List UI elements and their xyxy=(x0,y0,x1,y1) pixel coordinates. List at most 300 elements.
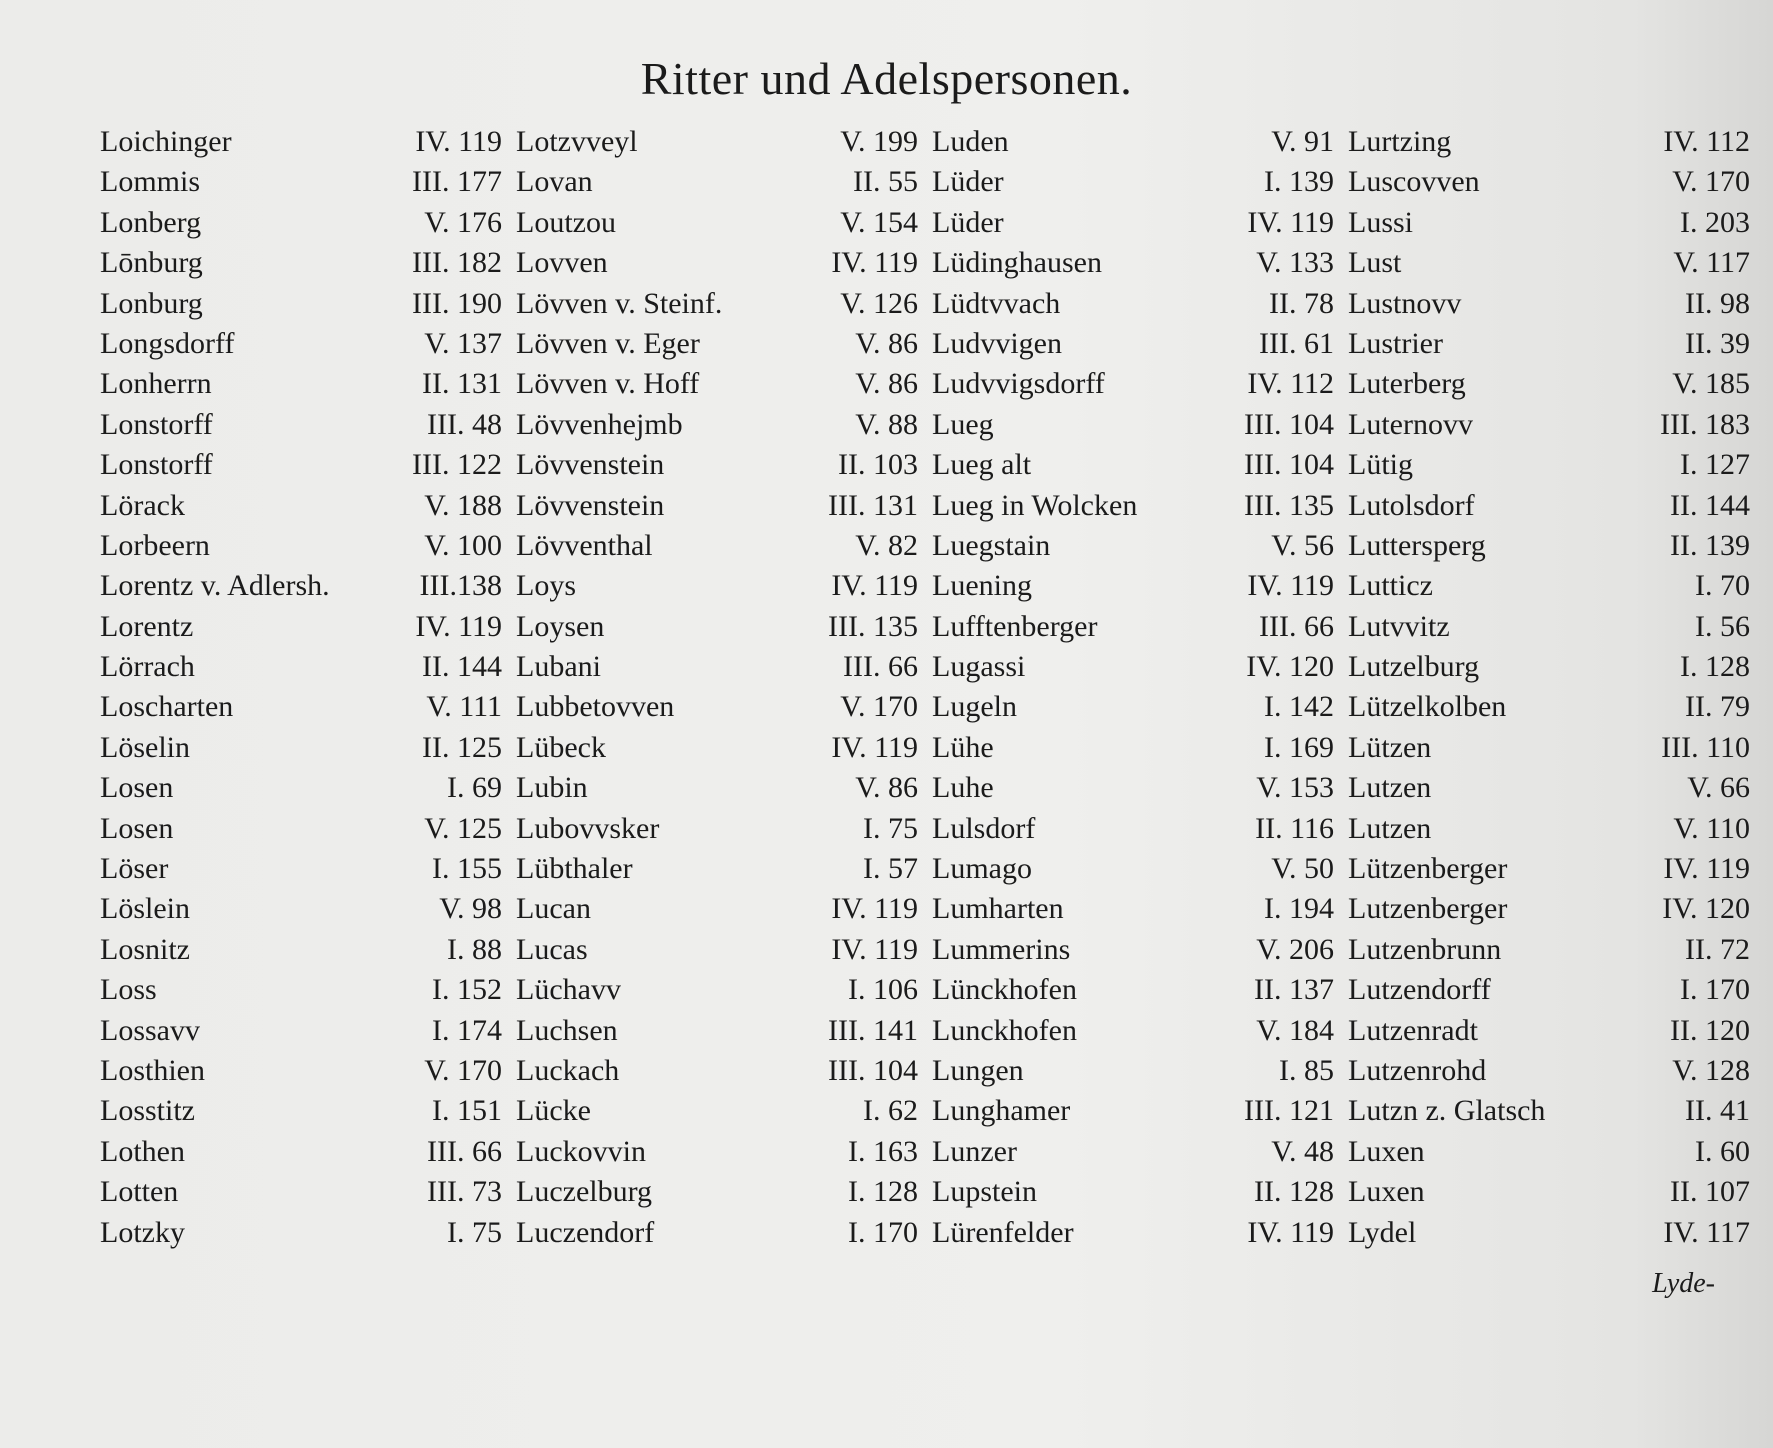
entry-reference: IV. 119 xyxy=(415,609,502,643)
entry-name: Löslein xyxy=(100,892,190,926)
index-entry xyxy=(100,1051,516,1091)
entry-reference: V. 117 xyxy=(1673,246,1750,280)
entry-name: Lutzelburg xyxy=(1348,650,1480,684)
entry-name: Lücke xyxy=(516,1094,591,1128)
index-entry xyxy=(1348,566,1764,606)
index-entry xyxy=(100,1172,516,1212)
index-entry xyxy=(1348,526,1764,566)
entry-reference: II. 120 xyxy=(1670,1013,1750,1047)
entry-name: Lünckhofen xyxy=(932,973,1077,1007)
entry-reference: III. 135 xyxy=(1244,488,1334,522)
index-entry xyxy=(1348,364,1764,404)
index-entry xyxy=(516,162,932,202)
index-entry xyxy=(516,526,932,566)
index-entry xyxy=(1348,486,1764,526)
entry-reference: III. 131 xyxy=(828,488,918,522)
index-entry xyxy=(516,1172,932,1212)
entry-reference: III. 122 xyxy=(412,448,502,482)
entry-name: Lövvenstein xyxy=(516,448,665,482)
entry-name: Lotzvveyl xyxy=(516,125,638,158)
entry-reference: II. 125 xyxy=(422,730,502,764)
index-entry xyxy=(100,607,516,647)
entry-reference: IV. 119 xyxy=(831,730,918,764)
entry-reference: III. 66 xyxy=(843,650,918,684)
index-entry xyxy=(516,243,932,283)
entry-name: Luegstain xyxy=(932,528,1051,562)
entry-name: Lonburg xyxy=(100,286,203,320)
entry-reference: IV. 119 xyxy=(831,892,918,926)
index-entry xyxy=(516,607,932,647)
entry-name: Lonstorff xyxy=(100,407,213,441)
entry-name: Lübthaler xyxy=(516,852,633,886)
index-entry xyxy=(932,324,1348,364)
entry-name: Lutzenbrunn xyxy=(1348,932,1502,966)
index-entry xyxy=(100,162,516,202)
entry-name: Losthien xyxy=(100,1053,205,1087)
entry-reference: V. 184 xyxy=(1256,1013,1334,1047)
entry-name: Luxen xyxy=(1348,1134,1425,1168)
index-entry xyxy=(100,1132,516,1172)
entry-reference: II. 107 xyxy=(1670,1175,1750,1209)
entry-reference: V. 199 xyxy=(840,125,918,158)
index-entry xyxy=(932,728,1348,768)
entry-reference: V. 82 xyxy=(855,528,918,562)
entry-reference: IV. 120 xyxy=(1246,650,1334,684)
entry-name: Losen xyxy=(100,811,174,845)
index-entry xyxy=(516,849,932,889)
index-entry xyxy=(516,930,932,970)
entry-reference: I. 88 xyxy=(447,932,502,966)
entry-reference: V. 86 xyxy=(855,771,918,805)
index-entry xyxy=(100,809,516,849)
entry-reference: IV. 120 xyxy=(1662,892,1750,926)
entry-name: Lucas xyxy=(516,932,588,966)
index-entry xyxy=(932,526,1348,566)
entry-name: Lutticz xyxy=(1348,569,1433,603)
entry-reference: V. 137 xyxy=(424,326,502,360)
entry-reference: I. 139 xyxy=(1264,165,1334,199)
entry-name: Lutolsdorf xyxy=(1348,488,1475,522)
index-entry xyxy=(516,445,932,485)
entry-reference: V. 48 xyxy=(1271,1134,1334,1168)
index-entry xyxy=(100,526,516,566)
entry-name: Luternovv xyxy=(1348,407,1473,441)
index-entry xyxy=(100,445,516,485)
entry-name: Lubovvsker xyxy=(516,811,660,845)
index-entry xyxy=(100,364,516,404)
entry-name: Lucan xyxy=(516,892,591,926)
entry-reference: V. 185 xyxy=(1672,367,1750,401)
index-entry xyxy=(516,1213,932,1253)
entry-reference: III. 183 xyxy=(1660,407,1750,441)
index-entry xyxy=(516,687,932,727)
index-entry xyxy=(1348,445,1764,485)
entry-reference: V. 91 xyxy=(1271,125,1334,158)
entry-reference: V. 176 xyxy=(424,205,502,239)
index-entry xyxy=(516,284,932,324)
entry-reference: II. 79 xyxy=(1685,690,1750,724)
entry-name: Lübeck xyxy=(516,730,606,764)
entry-name: Luening xyxy=(932,569,1032,603)
index-entry xyxy=(932,889,1348,929)
entry-name: Luscovven xyxy=(1348,165,1480,199)
index-column-4 xyxy=(1348,122,1764,1253)
index-entry xyxy=(516,970,932,1010)
entry-name: Lutzenberger xyxy=(1348,892,1508,926)
entry-name: Loscharten xyxy=(100,690,234,724)
entry-reference: I. 69 xyxy=(447,771,502,805)
entry-name: Luhe xyxy=(932,771,994,805)
entry-name: Lutzendorff xyxy=(1348,973,1491,1007)
index-entry xyxy=(932,284,1348,324)
entry-reference: I. 151 xyxy=(432,1094,502,1128)
entry-reference: V. 86 xyxy=(855,326,918,360)
index-entry xyxy=(100,284,516,324)
entry-reference: IV. 112 xyxy=(1663,125,1750,158)
index-entry xyxy=(100,1213,516,1253)
entry-name: Lothen xyxy=(100,1134,185,1168)
entry-name: Lumharten xyxy=(932,892,1064,926)
index-entry xyxy=(100,647,516,687)
entry-reference: V. 206 xyxy=(1256,932,1334,966)
entry-reference: I. 106 xyxy=(848,973,918,1007)
index-entry xyxy=(516,1051,932,1091)
index-entry xyxy=(516,768,932,808)
entry-name: Lueg in Wolcken xyxy=(932,488,1138,522)
entry-reference: III. 110 xyxy=(1661,730,1750,764)
entry-name: Luchsen xyxy=(516,1013,618,1047)
index-entry xyxy=(1348,647,1764,687)
index-entry xyxy=(100,687,516,727)
entry-name: Lonberg xyxy=(100,205,202,239)
index-entry xyxy=(932,1132,1348,1172)
page-title: Ritter und Adelspersonen. xyxy=(640,53,1133,104)
entry-name: Lunghamer xyxy=(932,1094,1071,1128)
entry-reference: IV. 119 xyxy=(831,932,918,966)
index-entry xyxy=(932,1091,1348,1131)
entry-name: Lueg alt xyxy=(932,448,1032,482)
entry-name: Lütig xyxy=(1348,448,1413,482)
index-entry xyxy=(932,243,1348,283)
entry-reference: V. 98 xyxy=(439,892,502,926)
entry-name: Losstitz xyxy=(100,1094,195,1128)
entry-reference: V. 110 xyxy=(1673,811,1750,845)
index-entry xyxy=(1348,405,1764,445)
entry-name: Lövven v. Hoff xyxy=(516,367,700,401)
entry-reference: V. 86 xyxy=(855,367,918,401)
entry-reference: II. 137 xyxy=(1254,973,1334,1007)
entry-reference: II. 103 xyxy=(838,448,918,482)
entry-name: Lutzenradt xyxy=(1348,1013,1478,1047)
entry-reference: III. 104 xyxy=(828,1053,918,1087)
entry-name: Lutzen xyxy=(1348,811,1432,845)
index-entry xyxy=(1348,1172,1764,1212)
index-entry xyxy=(1348,243,1764,283)
index-entry xyxy=(932,607,1348,647)
entry-name: Luczendorf xyxy=(516,1215,655,1249)
entry-reference: III.138 xyxy=(419,569,502,603)
entry-name: Lövvenstein xyxy=(516,488,665,522)
entry-name: Löselin xyxy=(100,730,190,764)
entry-name: Lust xyxy=(1348,246,1402,280)
entry-reference: IV. 119 xyxy=(831,569,918,603)
entry-name: Luczelburg xyxy=(516,1175,653,1209)
index-entry xyxy=(932,486,1348,526)
index-entry xyxy=(932,1051,1348,1091)
entry-reference: V. 133 xyxy=(1256,246,1334,280)
index-entry xyxy=(516,809,932,849)
index-entry xyxy=(516,566,932,606)
entry-reference: IV. 119 xyxy=(1247,205,1334,239)
entry-reference: III. 66 xyxy=(427,1134,502,1168)
entry-reference: V. 188 xyxy=(424,488,502,522)
entry-name: Lovan xyxy=(516,165,593,199)
index-entry xyxy=(932,566,1348,606)
index-entry xyxy=(1348,607,1764,647)
index-entry xyxy=(1348,809,1764,849)
entry-name: Lüchavv xyxy=(516,973,621,1007)
entry-name: Lōnburg xyxy=(100,246,203,280)
index-entry xyxy=(932,809,1348,849)
index-entry xyxy=(100,203,516,243)
entry-name: Lugassi xyxy=(932,650,1026,684)
index-entry xyxy=(1348,162,1764,202)
entry-name: Lüdtvvach xyxy=(932,286,1061,320)
entry-name: Lövven v. Eger xyxy=(516,326,700,360)
entry-reference: V. 128 xyxy=(1672,1053,1750,1087)
entry-name: Lotzky xyxy=(100,1215,185,1249)
entry-name: Lörrach xyxy=(100,650,195,684)
index-entry xyxy=(516,1091,932,1131)
index-entry xyxy=(932,768,1348,808)
index-entry xyxy=(932,647,1348,687)
index-entry xyxy=(932,405,1348,445)
index-entry xyxy=(516,122,932,162)
entry-name: Lustrier xyxy=(1348,326,1443,360)
index-entry xyxy=(932,162,1348,202)
entry-name: Lunzer xyxy=(932,1134,1017,1168)
entry-reference: III. 177 xyxy=(412,165,502,199)
entry-name: Lunckhofen xyxy=(932,1013,1077,1047)
index-entry xyxy=(516,405,932,445)
entry-reference: I. 169 xyxy=(1264,730,1334,764)
entry-name: Lummerins xyxy=(932,932,1071,966)
index-entry xyxy=(1348,1091,1764,1131)
entry-name: Luden xyxy=(932,125,1009,158)
entry-reference: IV. 119 xyxy=(1663,852,1750,886)
entry-reference: V. 126 xyxy=(840,286,918,320)
entry-name: Lubbetovven xyxy=(516,690,675,724)
index-entry xyxy=(100,122,516,162)
entry-reference: III. 48 xyxy=(427,407,502,441)
entry-name: Lupstein xyxy=(932,1175,1037,1209)
index-entry xyxy=(100,324,516,364)
index-entry xyxy=(1348,930,1764,970)
entry-name: Lutzn z. Glatsch xyxy=(1348,1094,1546,1128)
index-entry xyxy=(1348,1213,1764,1253)
entry-reference: III. 73 xyxy=(427,1175,502,1209)
index-entry xyxy=(516,728,932,768)
entry-reference: I. 170 xyxy=(848,1215,918,1249)
entry-name: Ludvvigen xyxy=(932,326,1062,360)
entry-reference: II. 144 xyxy=(1670,488,1750,522)
entry-reference: V. 125 xyxy=(424,811,502,845)
index-entry xyxy=(932,203,1348,243)
entry-name: Luterberg xyxy=(1348,367,1466,401)
entry-reference: V. 154 xyxy=(840,205,918,239)
entry-name: Losnitz xyxy=(100,932,190,966)
index-entry xyxy=(100,566,516,606)
index-entry xyxy=(516,647,932,687)
entry-reference: III. 61 xyxy=(1259,326,1334,360)
entry-name: Loysen xyxy=(516,609,605,643)
entry-name: Lühe xyxy=(932,730,994,764)
index-column-3 xyxy=(932,122,1348,1253)
entry-name: Lörack xyxy=(100,488,185,522)
entry-name: Lützen xyxy=(1348,730,1432,764)
index-entry xyxy=(932,849,1348,889)
index-entry xyxy=(100,930,516,970)
index-entry xyxy=(1348,1132,1764,1172)
entry-reference: III. 121 xyxy=(1244,1094,1334,1128)
entry-name: Lubani xyxy=(516,650,601,684)
entry-name: Lungen xyxy=(932,1053,1024,1087)
entry-name: Lüder xyxy=(932,165,1004,199)
entry-name: Lonherrn xyxy=(100,367,212,401)
entry-reference: II. 72 xyxy=(1685,932,1750,966)
index-entry xyxy=(516,324,932,364)
index-entry xyxy=(100,849,516,889)
entry-name: Lovven xyxy=(516,246,608,280)
entry-reference: I. 203 xyxy=(1680,205,1750,239)
entry-reference: V. 170 xyxy=(840,690,918,724)
entry-reference: II. 55 xyxy=(853,165,918,199)
entry-name: Lövventhal xyxy=(516,528,653,562)
entry-reference: II. 116 xyxy=(1255,811,1334,845)
entry-name: Luttersperg xyxy=(1348,528,1486,562)
entry-name: Lürenfelder xyxy=(932,1215,1074,1249)
entry-reference: III. 104 xyxy=(1244,448,1334,482)
entry-name: Lumago xyxy=(932,852,1032,886)
index-entry xyxy=(1348,1011,1764,1051)
entry-reference: IV. 119 xyxy=(1247,1215,1334,1249)
entry-reference: II. 41 xyxy=(1685,1094,1750,1128)
entry-reference: III. 190 xyxy=(412,286,502,320)
entry-reference: V. 50 xyxy=(1271,852,1334,886)
index-entry xyxy=(100,1091,516,1131)
entry-name: Ludvvigsdorff xyxy=(932,367,1105,401)
index-entry xyxy=(516,1132,932,1172)
index-entry xyxy=(1348,728,1764,768)
entry-reference: III. 141 xyxy=(828,1013,918,1047)
entry-reference: IV. 119 xyxy=(415,125,502,158)
index-entry xyxy=(932,930,1348,970)
entry-name: Lorbeern xyxy=(100,528,210,562)
index-entry xyxy=(100,889,516,929)
entry-reference: IV. 117 xyxy=(1663,1215,1750,1249)
entry-reference: V. 56 xyxy=(1271,528,1334,562)
entry-reference: I. 128 xyxy=(1680,650,1750,684)
entry-reference: I. 152 xyxy=(432,973,502,1007)
entry-name: Lövven v. Steinf. xyxy=(516,286,723,320)
entry-name: Lommis xyxy=(100,165,201,199)
entry-reference: V. 88 xyxy=(855,407,918,441)
index-entry xyxy=(516,889,932,929)
index-entry xyxy=(100,243,516,283)
entry-reference: IV. 119 xyxy=(1247,569,1334,603)
entry-name: Lugeln xyxy=(932,690,1017,724)
entry-name: Lustnovv xyxy=(1348,286,1462,320)
entry-reference: IV. 119 xyxy=(831,246,918,280)
index-entry xyxy=(100,768,516,808)
entry-reference: I. 163 xyxy=(848,1134,918,1168)
entry-reference: I. 142 xyxy=(1264,690,1334,724)
entry-reference: I. 85 xyxy=(1279,1053,1334,1087)
entry-reference: II. 144 xyxy=(422,650,502,684)
index-entry xyxy=(516,1011,932,1051)
entry-name: Loutzou xyxy=(516,205,616,239)
entry-reference: V. 111 xyxy=(426,690,502,724)
entry-name: Luxen xyxy=(1348,1175,1425,1209)
entry-reference: I. 174 xyxy=(432,1013,502,1047)
entry-reference: V. 100 xyxy=(424,528,502,562)
entry-reference: III. 66 xyxy=(1259,609,1334,643)
entry-reference: II. 131 xyxy=(422,367,502,401)
entry-reference: I. 155 xyxy=(432,852,502,886)
entry-name: Lüdinghausen xyxy=(932,246,1102,280)
entry-reference: I. 60 xyxy=(1695,1134,1750,1168)
index-entry xyxy=(932,1172,1348,1212)
index-entry xyxy=(1348,203,1764,243)
entry-reference: V. 170 xyxy=(1672,165,1750,199)
index-column-1 xyxy=(100,122,516,1253)
index-entry xyxy=(932,970,1348,1010)
index-entry xyxy=(1348,122,1764,162)
entry-reference: I. 194 xyxy=(1264,892,1334,926)
entry-reference: I. 75 xyxy=(863,811,918,845)
index-column-2 xyxy=(516,122,932,1253)
index-entry xyxy=(516,364,932,404)
entry-reference: II. 128 xyxy=(1254,1175,1334,1209)
entry-name: Lulsdorf xyxy=(932,811,1036,845)
entry-name: Lydel xyxy=(1348,1215,1417,1249)
index-entry xyxy=(1348,687,1764,727)
entry-reference: III. 135 xyxy=(828,609,918,643)
entry-name: Lossavv xyxy=(100,1013,200,1047)
entry-reference: I. 57 xyxy=(863,852,918,886)
index-entry xyxy=(932,445,1348,485)
index-entry xyxy=(516,203,932,243)
entry-reference: I. 56 xyxy=(1695,609,1750,643)
entry-reference: I. 128 xyxy=(848,1175,918,1209)
entry-name: Lotten xyxy=(100,1175,179,1209)
entry-reference: I. 75 xyxy=(447,1215,502,1249)
index-entry xyxy=(1348,849,1764,889)
entry-name: Lützenberger xyxy=(1348,852,1508,886)
entry-name: Lutzenrohd xyxy=(1348,1053,1487,1087)
entry-name: Lurtzing xyxy=(1348,125,1452,158)
entry-reference: I. 170 xyxy=(1680,973,1750,1007)
entry-reference: I. 70 xyxy=(1695,569,1750,603)
entry-reference: V. 153 xyxy=(1256,771,1334,805)
index-entry xyxy=(1348,324,1764,364)
entry-reference: II. 98 xyxy=(1685,286,1750,320)
catchword: Lyde- xyxy=(1652,1268,1715,1299)
entry-name: Löser xyxy=(100,852,169,886)
entry-reference: II. 39 xyxy=(1685,326,1750,360)
entry-name: Longsdorff xyxy=(100,326,235,360)
entry-name: Lutzen xyxy=(1348,771,1432,805)
